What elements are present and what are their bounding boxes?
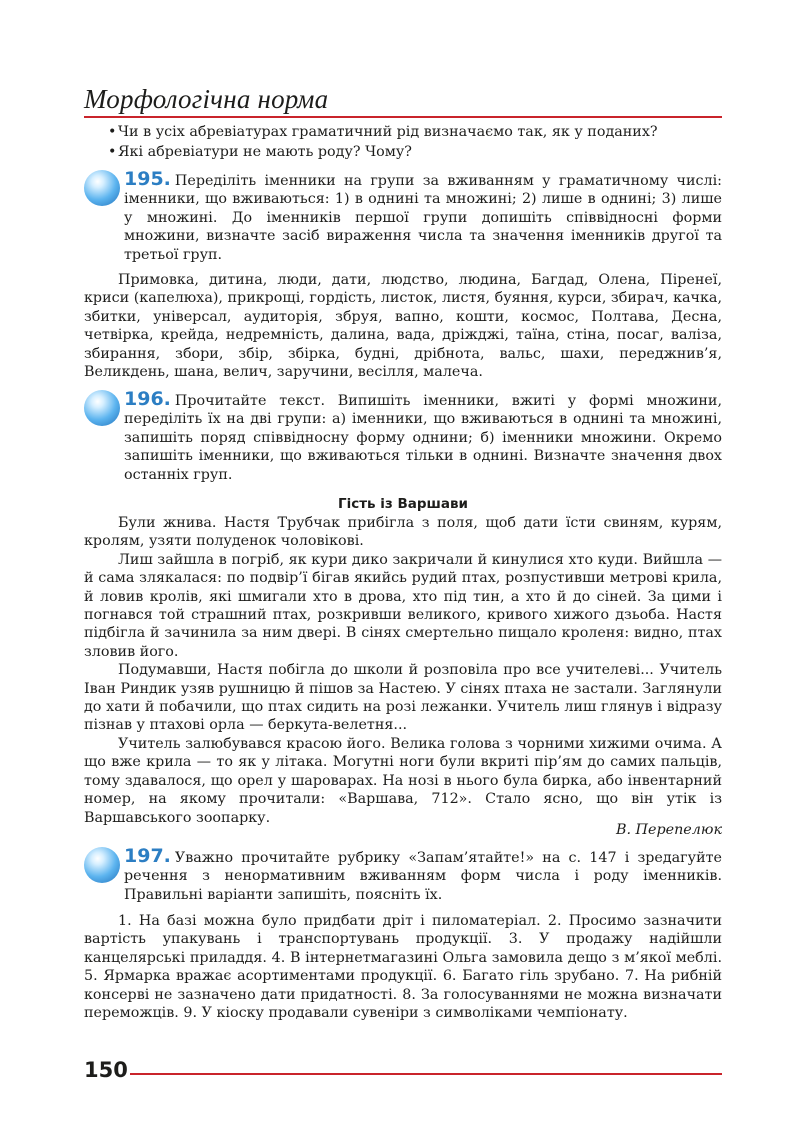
task-number: 196. [124, 388, 171, 410]
task-sphere-icon [84, 390, 120, 426]
bullet-icon: • [108, 144, 117, 160]
question-item: • Чи в усіх абревіатурах граматичний рід визначаємо так, як у поданих? [108, 124, 658, 140]
footer-divider [130, 1073, 722, 1075]
story-paragraph: Лиш зайшла в погріб, як кури дико закричали й кинулися хто куди. Вийшла — й сама злякалася: по подвір’ї бігав якийсь рудий птах, розпустивши метрові крила, й ловив кролів, які шмигали хто в дрова, хто під тин, а хто й до сіней. За цими і погнався той страшний птах, розкривши великого, кривого хижого дзьоба. Настя підбігла й зачинила за ним двері. В сінях смертельно пищало кроленя: видно, птах зловив його. [84, 551, 722, 660]
page-number: 150 [84, 1058, 128, 1082]
task-number: 195. [124, 168, 171, 190]
task-sphere-icon [84, 847, 120, 883]
header-divider [84, 116, 722, 118]
story-paragraph: Подумавши, Настя побігла до школи й розповіла про все учителеві... Учитель Іван Риндик узяв рушницю й пішов за Настею. У сінях птаха не застали. Заглянули до хати й побачили, що птах сидить на розі лежанки. Учитель лиш глянув і відразу пізнав у птахові орла — беркута-велетня... [84, 662, 722, 734]
task-195-word-list: Примовка, дитина, люди, дати, людство, людина, Багдад, Олена, Піренеї, криси (капелюха), прикрощі, гордість, листок, листя, буяння, курси, збирач, качка, збитки, універсал, аудиторія, збруя, вапно, кошти, космос, Полтава, Десна, четвірка, крейда, недремність, далина, вада, дріжджі, таїна, стіна, посаг, валіза, збирання, збори, збір, збірка, будні, дрібнота, вальс, шахи, переджнив’я, Великдень, шана, велич, заручини, весілля, малеча. [84, 272, 722, 381]
task-197-instruction: 197. Уважно прочитайте рубрику «Запам’ятайте!» на с. 147 і зредагуйте речення з ненормативним вживанням форм числа і роду іменників. Правильні варіанти запишіть, поясніть їх. [124, 845, 722, 903]
story-paragraph: Учитель залюбувався красою його. Велика голова з чорними хижими очима. А що вже крила — то як у літака. Могутні ноги були вкриті пір’ям до самих пальців, тому здавалося, що орел у шароварах. На нозі в нього була бирка, або інвентарний номер, на якому прочитали: «Варшава, 712». Стало ясно, що він утік із Варшавського зоопарку. [84, 735, 722, 826]
story-text [84, 514, 722, 827]
task-sphere-icon [84, 170, 120, 206]
question-list [108, 122, 728, 162]
story-title: Гість із Варшави [338, 496, 468, 512]
story-paragraph: Були жнива. Настя Трубчак прибігла з поля, щоб дати їсти свиням, курям, кролям, узяти полуденок чоловікові. [84, 515, 722, 550]
running-head-title: Морфологічна норма [84, 84, 329, 114]
task-197-sentences: 1. На базі можна було придбати дріт і пиломатеріал. 2. Просимо зазначити вартість упакувань і транспортувань продукції. 3. У продажу надійшли канцелярські приладдя. 4. В інтернетмагазині Ольга замовила дещо з м’якої меблі. 5. Ярмарка вражає асортиментами продукції. 6. Багато гіль зрубано. 7. На рибній консерві не зазначено дати придатності. 8. За голосуваннями не можна визначати переможців. 9. У кіоску продавали сувеніри з символіками чемпіонату. [84, 913, 722, 1022]
question-item: • Які абревіатури не мають роду? Чому? [108, 144, 412, 160]
story-author: В. Перепелюк [615, 822, 722, 838]
bullet-icon: • [108, 124, 117, 140]
task-196-instruction: 196. Прочитайте текст. Випишіть іменники, вжиті у формі множини, переділіть їх на дві групи: а) іменники, що вживаються в однині та множині, запишіть поряд співвідносну форму однини; б) іменники множини. Окремо запишіть іменники, що вживаються тільки в однині. Визначте значення двох останніх груп. [124, 388, 722, 483]
task-number: 197. [124, 845, 171, 867]
task-195-instruction: 195. Переділіть іменники на групи за вживанням у граматичному числі: іменники, що вживаються: 1) в однині та множині; 2) лише в однині; 3) лише у множині. До іменників першої групи допишіть співвідносні форми множини, визначте засіб вираження числа та значення іменників другої та третьої груп. [124, 168, 722, 263]
